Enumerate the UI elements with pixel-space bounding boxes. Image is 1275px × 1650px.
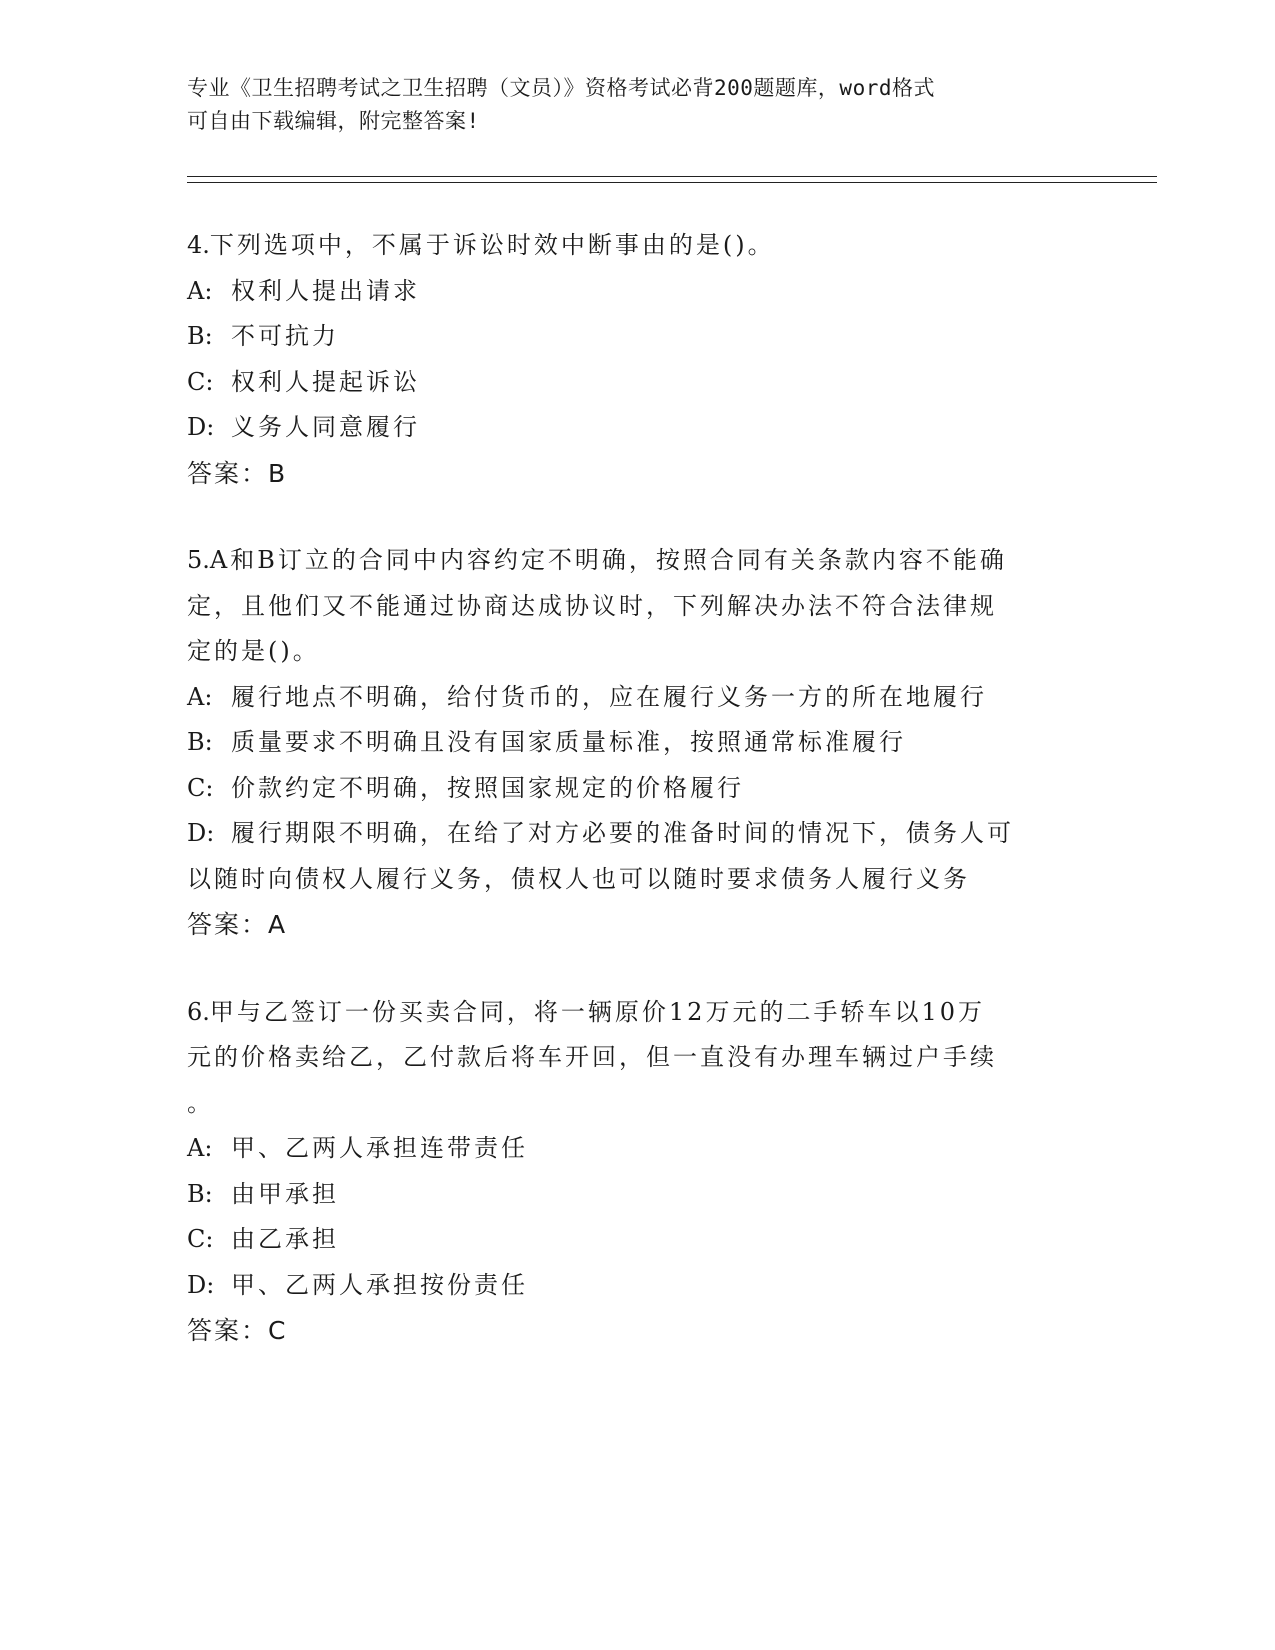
question-4	[187, 223, 1087, 496]
answer-label: 答案：	[187, 910, 269, 939]
option-a	[187, 675, 1087, 721]
option-text: 不可抗力	[231, 322, 339, 350]
question-5	[187, 538, 1087, 948]
answer-line	[187, 902, 1087, 948]
answer-value: A	[268, 910, 286, 939]
option-text: 由乙承担	[231, 1225, 339, 1253]
option-key: D:	[187, 1270, 215, 1299]
option-key: B:	[187, 728, 213, 756]
option-b	[187, 720, 1087, 766]
option-key: A:	[187, 1134, 213, 1162]
option-key: C:	[187, 367, 214, 396]
option-text: 权利人提起诉讼	[231, 367, 420, 396]
question-list	[187, 223, 1087, 1396]
question-stem-line: 定的是()。	[187, 637, 320, 665]
header-double-rule	[187, 176, 1157, 183]
option-d	[187, 1263, 1087, 1309]
option-b	[187, 314, 1087, 360]
option-d	[187, 405, 1087, 451]
answer-value: B	[268, 458, 286, 488]
option-text: 义务人同意履行	[231, 413, 420, 441]
question-number: 4.	[187, 231, 210, 259]
answer-label: 答案：	[187, 1316, 269, 1345]
question-stem-line: 甲与乙签订一份买卖合同，将一辆原价12万元的二手轿车以10万	[209, 997, 985, 1026]
question-stem-line: 元的价格卖给乙，乙付款后将车开回，但一直没有办理车辆过户手续	[187, 1043, 997, 1071]
option-text: 履行地点不明确，给付货币的，应在履行义务一方的所在地履行	[231, 682, 987, 711]
option-key: B:	[187, 1179, 213, 1208]
option-key: D:	[187, 819, 215, 847]
option-c	[187, 360, 1087, 406]
question-stem	[187, 990, 1087, 1036]
question-stem-line: 。	[187, 1088, 214, 1117]
option-text: 由甲承担	[231, 1179, 339, 1208]
question-stem-line: A和B订立的合同中内容约定不明确，按照合同有关条款内容不能确	[209, 546, 1007, 574]
answer-label: 答案：	[187, 458, 269, 488]
option-key: A:	[187, 682, 213, 711]
option-key: C:	[187, 773, 214, 802]
option-text: 质量要求不明确且没有国家质量标准，按照通常标准履行	[231, 728, 906, 756]
option-key: A:	[187, 276, 213, 305]
question-stem-line: 定，且他们又不能通过协商达成协议时，下列解决办法不符合法律规	[187, 591, 997, 620]
question-stem	[187, 223, 1087, 269]
option-d	[187, 811, 1087, 857]
header-line-2: 可自由下载编辑，附完整答案!	[187, 109, 480, 133]
option-key: D:	[187, 413, 215, 441]
answer-value: C	[268, 1316, 286, 1345]
option-key: B:	[187, 322, 213, 350]
answer-line	[187, 1308, 1087, 1354]
option-d-continuation: 以随时向债权人履行义务，债权人也可以随时要求债务人履行义务	[187, 864, 970, 893]
document-header	[187, 72, 1067, 138]
option-text: 价款约定不明确，按照国家规定的价格履行	[231, 773, 744, 802]
option-c	[187, 1217, 1087, 1263]
question-number: 5.	[187, 546, 210, 574]
question-6	[187, 990, 1087, 1354]
option-a	[187, 269, 1087, 315]
option-text: 履行期限不明确，在给了对方必要的准备时间的情况下，债务人可	[231, 819, 1014, 847]
header-line-1: 专业《卫生招聘考试之卫生招聘（文员）》资格考试必背200题题库，word格式	[187, 76, 935, 100]
question-stem-line: 下列选项中，不属于诉讼时效中断事由的是()。	[209, 231, 775, 259]
option-text: 权利人提出请求	[231, 276, 420, 305]
question-stem	[187, 538, 1087, 584]
option-c	[187, 766, 1087, 812]
question-number: 6.	[187, 997, 210, 1026]
answer-line	[187, 451, 1087, 497]
option-a	[187, 1126, 1087, 1172]
option-text: 甲、乙两人承担按份责任	[231, 1270, 528, 1299]
option-b	[187, 1172, 1087, 1218]
option-key: C:	[187, 1225, 214, 1253]
option-text: 甲、乙两人承担连带责任	[231, 1134, 528, 1162]
